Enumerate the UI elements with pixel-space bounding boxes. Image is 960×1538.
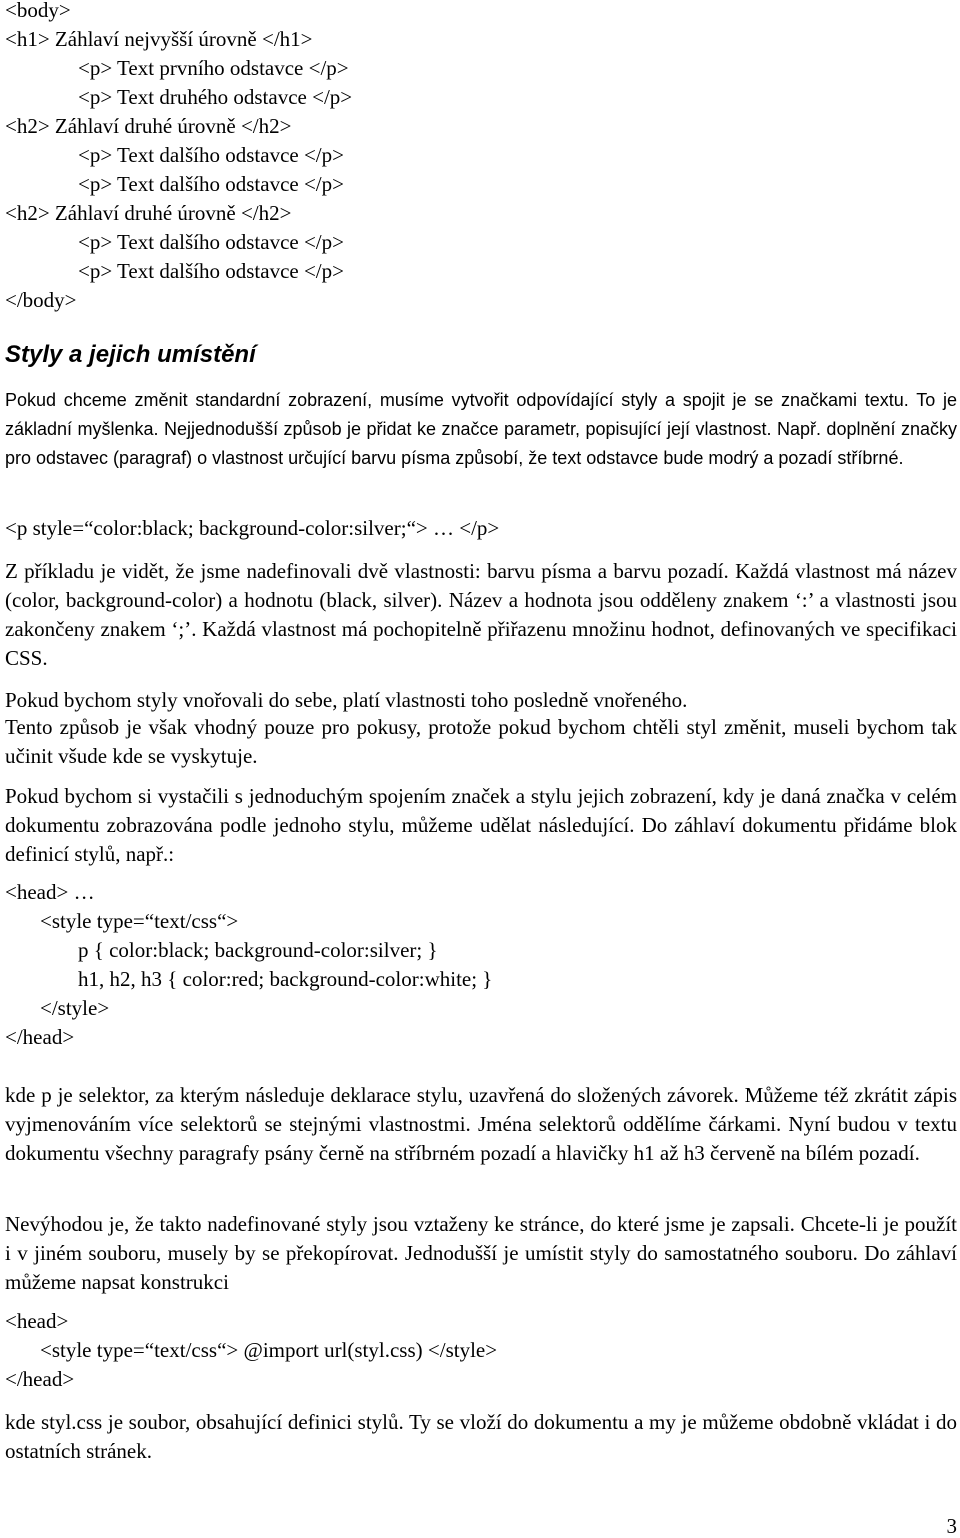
- code-line: <head> …: [5, 880, 95, 904]
- paragraph-head-block: Pokud bychom si vystačili s jednoduchým spojením značek a stylu jejich zobrazení, kdy je daná značka v celém dokumentu zobrazována podle jednoho stylu, můžeme udělat následující. Do záhlaví dokumentu přidáme blok definicí stylů, např.:: [5, 784, 957, 866]
- code-line: h1, h2, h3 { color:red; background-color:white; }: [78, 967, 493, 991]
- code-line: <p> Text dalšího odstavce </p>: [78, 143, 344, 167]
- closing-paragraph: kde styl.css je soubor, obsahující definici stylů. Ty se vloží do dokumentu a my je můžeme obdobně vkládat i do ostatních stránek.: [5, 1410, 957, 1463]
- paragraph-external-file: Nevýhodou je, že takto nadefinované styly jsou vztaženy ke stránce, do které jsme je zapsali. Chcete-li je použít i v jiném souboru, musely by se překopírovat. Jednodušší je umístit styly do samostatného souboru. Do záhlaví můžeme napsat konstrukci: [5, 1212, 957, 1294]
- code-line: <p> Text dalšího odstavce </p>: [78, 259, 344, 283]
- code-line: </head>: [5, 1367, 75, 1391]
- paragraph-properties: Z příkladu je vidět, že jsme nadefinovali dvě vlastnosti: barvu písma a barvu pozadí. Každá vlastnost má název (color, background-color) a hodnotu (black, silver). Název a hodnota jsou odděleny znakem ‘:’ a vlastnosti jsou zakončeny znakem ‘;’. Každá vlastnost má pochopitelně přiřazenu množinu hodnot, definovaných ve specifikaci CSS.: [5, 559, 957, 670]
- code-line: <p> Text prvního odstavce </p>: [78, 56, 349, 80]
- page-number: 3: [946, 1514, 957, 1538]
- paragraph-selector: kde p je selektor, za kterým následuje deklarace stylu, uzavřená do složených závorek. Můžeme též zkrátit zápis vyjmenováním více selektorů se stejnými vlastnostmi. Jména selektorů oddělíme čárkami. Nyní budou v textu dokumentu všechny paragrafy psány černě na stříbrném pozadí a hlavičky h1 až h3 červeně na bílém pozadí.: [5, 1083, 957, 1165]
- code-line: <p> Text dalšího odstavce </p>: [78, 230, 344, 254]
- paragraph-testing: Tento způsob je však vhodný pouze pro pokusy, protože pokud bychom chtěli styl změnit, museli bychom tak učinit všude kde se vyskytuje.: [5, 715, 957, 768]
- section-heading: Styly a jejich umístění: [5, 341, 256, 368]
- code-line: <p> Text dalšího odstavce </p>: [78, 172, 344, 196]
- code-line: </body>: [5, 288, 77, 312]
- code-line: <style type=“text/css“> @import url(styl.css) </style>: [40, 1338, 498, 1362]
- code-line: <h2> Záhlaví druhé úrovně </h2>: [5, 201, 292, 225]
- code-line: <p> Text druhého odstavce </p>: [78, 85, 353, 109]
- code-line: <h2> Záhlaví druhé úrovně </h2>: [5, 114, 292, 138]
- code-line: <h1> Záhlaví nejvyšší úrovně </h1>: [5, 27, 313, 51]
- code-line: p { color:black; background-color:silver; }: [78, 938, 438, 962]
- code-line: <body>: [5, 0, 71, 22]
- code-line: <head>: [5, 1309, 69, 1333]
- code-line: </head>: [5, 1025, 75, 1049]
- code-line: <style type=“text/css“>: [40, 909, 239, 933]
- code-line: </style>: [40, 996, 110, 1020]
- paragraph-nesting: Pokud bychom styly vnořovali do sebe, platí vlastnosti toho posledně vnořeného.: [5, 688, 688, 712]
- intro-paragraph: Pokud chceme změnit standardní zobrazení, musíme vytvořit odpovídající styly a spojit je se značkami textu. To je základní myšlenka. Nejjednodušší způsob je přidat ke značce parametr, popisující její vlastnost. Např. doplnění značky pro odstavec (paragraf) o vlastnost určující barvu písma způsobí, že text odstavce bude modrý a pozadí stříbrné.: [5, 390, 957, 468]
- inline-style-example: <p style=“color:black; background-color:silver;“> … </p>: [5, 516, 500, 540]
